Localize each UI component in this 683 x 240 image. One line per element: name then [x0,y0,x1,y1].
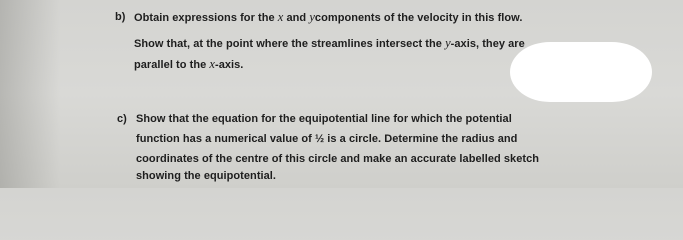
variable-y: y [309,10,315,24]
part-c-line-3: coordinates of the centre of this circle and make an accurate labelled sketch [136,153,540,165]
variable-y: y [445,36,451,50]
part-c-line-2: function has a numerical value of ½ is a circle. Determine the radius and [136,133,518,145]
part-b-line-1-text-c: components of the velocity in this flow. [314,12,523,24]
part-b-line-1-text-b: and [283,12,310,24]
redaction-patch [510,42,652,102]
part-c-line-4: showing the equipotential. [136,170,277,182]
part-b-label: b) [115,11,126,23]
part-b-line-3-text-a: parallel to the [134,59,210,71]
part-b-line-1-text-a: Obtain expressions for the [134,12,278,24]
part-b-line-3-text-b: -axis. [214,59,244,71]
page-shadow [0,0,60,188]
part-b-line-2-text-a: Show that, at the point where the streamlines intersect the [134,38,446,50]
part-b-line-2-text-b: -axis, they are [450,38,525,50]
part-c-line-1: Show that the equation for the equipotential line for which the potential [136,113,512,125]
variable-x: x [209,57,215,71]
variable-x: x [277,10,284,24]
part-b-line-1 [134,11,522,25]
part-c-label: c) [117,113,127,125]
part-b-line-2 [134,37,525,51]
part-b-line-3 [134,58,243,72]
